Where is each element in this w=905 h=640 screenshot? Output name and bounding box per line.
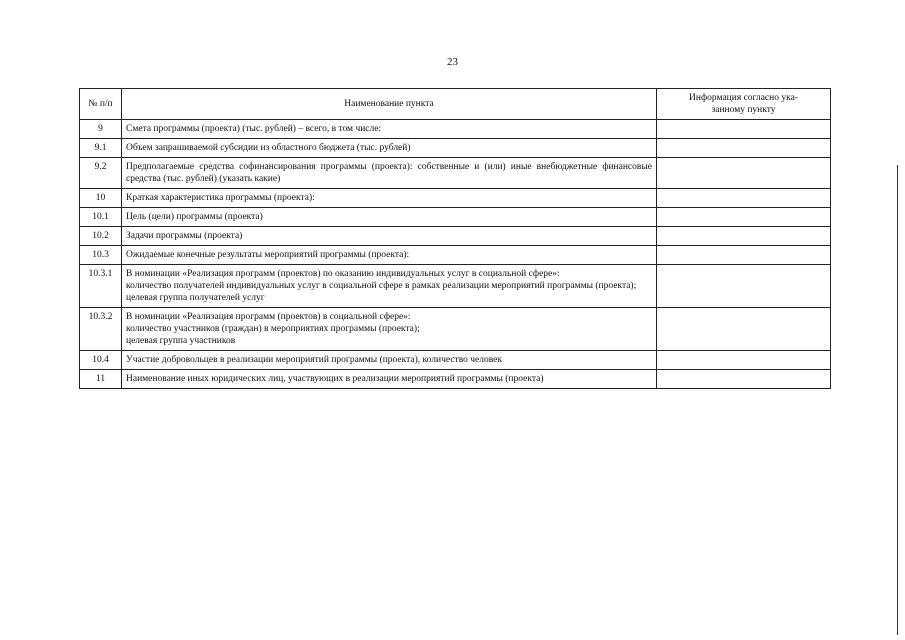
header-info-line: Информация согласно ука- [689, 93, 798, 103]
header-info-line: занному пункту [711, 105, 776, 115]
row-item-name [122, 227, 657, 246]
table-row [80, 208, 831, 227]
row-number: 10.3.2 [80, 308, 122, 351]
row-number: 10.1 [80, 208, 122, 227]
row-info-cell[interactable] [657, 208, 831, 227]
row-item-name [122, 246, 657, 265]
item-text-line: целевая группа получателей услуг [126, 293, 265, 303]
table-row [80, 308, 831, 351]
item-text-line: количество получателей индивидуальных услуг в социальной сфере в рамках реализации мероприятий программы (проекта); [126, 281, 637, 291]
row-number: 10 [80, 189, 122, 208]
item-text-line: количество участников (граждан) в мероприятиях программы (проекта); [126, 324, 420, 334]
row-info-cell[interactable] [657, 139, 831, 158]
table-body [80, 120, 831, 389]
item-text-line: Задачи программы (проекта) [126, 231, 243, 241]
row-info-cell[interactable] [657, 265, 831, 308]
item-text-line: Смета программы (проекта) (тыс. рублей) – всего, в том числе: [126, 124, 382, 134]
row-info-cell[interactable] [657, 308, 831, 351]
scan-edge-line [897, 165, 898, 635]
header-number: № п/п [80, 89, 122, 120]
item-text-line: Участие добровольцев в реализации мероприятий программы (проекта), количество человек [126, 355, 503, 365]
item-text-line: целевая группа участников [126, 336, 236, 346]
table-row [80, 351, 831, 370]
row-info-cell[interactable] [657, 189, 831, 208]
header-info [657, 89, 831, 120]
row-item-name [122, 189, 657, 208]
table-row [80, 265, 831, 308]
row-number: 9.1 [80, 139, 122, 158]
row-item-name [122, 308, 657, 351]
item-text-line: Предполагаемые средства софинансирования программы (проекта): собственные и (или) иные внебюджетные финансовые средства (тыс. рублей) (указать какие) [126, 162, 652, 184]
row-item-name [122, 265, 657, 308]
item-text-line: Наименование иных юридических лиц, участвующих в реализации мероприятий программы (проекта) [126, 374, 544, 384]
page-number: 23 [447, 56, 458, 68]
item-text-line: Краткая характеристика программы (проекта): [126, 193, 315, 203]
table-row [80, 158, 831, 189]
row-info-cell[interactable] [657, 227, 831, 246]
row-info-cell[interactable] [657, 370, 831, 389]
item-text-line: Ожидаемые конечные результаты мероприятий программы (проекта): [126, 250, 410, 260]
row-info-cell[interactable] [657, 351, 831, 370]
table-row [80, 120, 831, 139]
table-row [80, 139, 831, 158]
table-row [80, 246, 831, 265]
row-number: 10.3.1 [80, 265, 122, 308]
table-row [80, 370, 831, 389]
row-number: 10.4 [80, 351, 122, 370]
row-info-cell[interactable] [657, 246, 831, 265]
application-form-table [79, 88, 831, 389]
table-header-row [80, 89, 831, 120]
item-text-line: Объем запрашиваемой субсидии из областного бюджета (тыс. рублей) [126, 143, 411, 153]
row-number: 10.3 [80, 246, 122, 265]
row-number: 9.2 [80, 158, 122, 189]
item-text-line: В номинации «Реализация программ (проектов) по оказанию индивидуальных услуг в социальной сфере»: [126, 269, 560, 279]
row-item-name [122, 158, 657, 189]
header-name: Наименование пункта [122, 89, 657, 120]
table-row [80, 189, 831, 208]
row-item-name [122, 370, 657, 389]
row-item-name [122, 120, 657, 139]
row-number: 11 [80, 370, 122, 389]
item-text-line: В номинации «Реализация программ (проектов) в социальной сфере»: [126, 312, 411, 322]
row-info-cell[interactable] [657, 120, 831, 139]
row-info-cell[interactable] [657, 158, 831, 189]
row-number: 10.2 [80, 227, 122, 246]
item-text-line: Цель (цели) программы (проекта) [126, 212, 263, 222]
row-number: 9 [80, 120, 122, 139]
row-item-name [122, 208, 657, 227]
row-item-name [122, 139, 657, 158]
table-row [80, 227, 831, 246]
row-item-name [122, 351, 657, 370]
